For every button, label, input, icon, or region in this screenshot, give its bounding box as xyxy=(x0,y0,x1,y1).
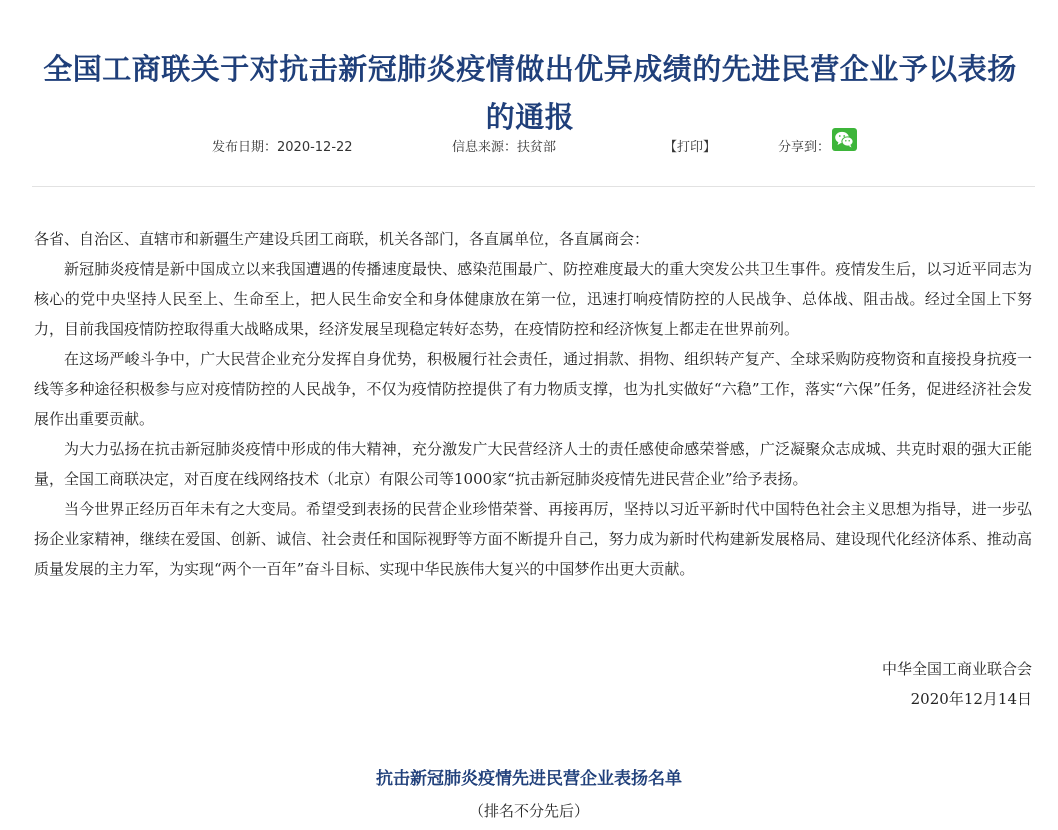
publish-date: 发布日期：2020-12-22 xyxy=(212,140,353,155)
wechat-icon[interactable] xyxy=(832,128,857,151)
paragraph: 在这场严峻斗争中，广大民营企业充分发挥自身优势，积极履行社会责任，通过捐款、捐物、组织转产复产、全球采购防疫物资和直接投身抗疫一线等多种途径积极参与应对疫情防控的人民战争，不仅为疫情防控提供了有力物质支撑，也为扎实做好“六稳”工作，落实“六保”任务，促进经济社会发展作出重要贡献。 xyxy=(34,350,1032,428)
article-meta xyxy=(0,134,1058,156)
signature-date: 2020年12月14日 xyxy=(910,690,1032,708)
salutation: 各省、自治区、直辖市和新疆生产建设兵团工商联，机关各部门，各直属单位，各直属商会： xyxy=(34,230,650,248)
print-link[interactable]: 【打印】 xyxy=(664,140,717,155)
info-source: 信息来源：扶贫部 xyxy=(452,140,557,155)
paragraph: 为大力弘扬在抗击新冠肺炎疫情中形成的伟大精神，充分激发广大民营经济人士的责任感使命感荣誉感，广泛凝聚众志成城、共克时艰的强大正能量，全国工商联决定，对百度在线网络技术（北京）有限公司等1000家“抗击新冠肺炎疫情先进民营企业”给予表扬。 xyxy=(34,440,1032,488)
list-title: 抗击新冠肺炎疫情先进民营企业表扬名单 xyxy=(376,769,682,789)
paragraph: 新冠肺炎疫情是新中国成立以来我国遭遇的传播速度最快、感染范围最广、防控难度最大的重大突发公共卫生事件。疫情发生后，以习近平同志为核心的党中央坚持人民至上、生命至上，把人民生命安全和身体健康放在第一位，迅速打响疫情防控的人民战争、总体战、阻击战。经过全国上下努力，目前我国疫情防控取得重大战略成果，经济发展呈现稳定转好态势，在疫情防控和经济恢复上都走在世界前列。 xyxy=(34,260,1032,338)
signature-block xyxy=(882,654,1032,714)
paragraph: 当今世界正经历百年未有之大变局。希望受到表扬的民营企业珍惜荣誉、再接再厉，坚持以习近平新时代中国特色社会主义思想为指导，进一步弘扬企业家精神，继续在爱国、创新、诚信、社会责任和国际视野等方面不断提升自己，努力成为新时代构建新发展格局、建设现代化经济体系、推动高质量发展的主力军，为实现“两个一百年”奋斗目标、实现中华民族伟大复兴的中国梦作出更大贡献。 xyxy=(34,500,1032,578)
header-divider xyxy=(32,186,1035,187)
share-label: 分享到： xyxy=(778,140,831,155)
list-subtitle: （排名不分先后） xyxy=(468,802,589,820)
page-title: 全国工商联关于对抗击新冠肺炎疫情做出优异成绩的先进民营企业予以表扬的通报 xyxy=(43,52,1017,135)
article-body xyxy=(34,224,1032,584)
signature-org: 中华全国工商业联合会 xyxy=(881,660,1032,678)
